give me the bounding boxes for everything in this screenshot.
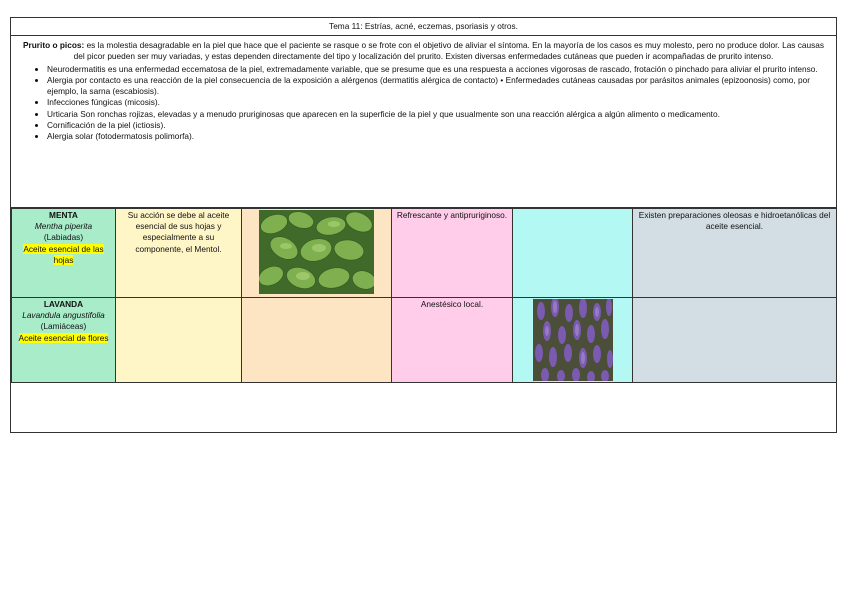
list-item: • Cornificación de la piel (ictiosis). <box>47 120 828 131</box>
intro-paragraph <box>19 40 828 63</box>
action-cell <box>116 298 242 383</box>
list-item: • Alergia por contacto es una reacción de la piel consecuencia de la exposición a alérgenos (dermatitis alérgica de contacto) • Enfermedades cutáneas causadas por parásitos animales (epizoonosis) como, por ejemplo, la sarna (escabiosis). <box>47 75 828 98</box>
plant-latin-name: Lavandula angustifolia <box>22 310 105 321</box>
action-cell: Su acción se debe al aceite esencial de sus hojas y especialmente a su componente, el Mentol. <box>116 209 242 298</box>
extra-cell <box>513 209 633 298</box>
image-cell <box>513 298 633 383</box>
list-item: • Infecciones fúngicas (micosis). <box>47 97 828 108</box>
lavender-photo <box>533 299 613 381</box>
preparations-cell <box>633 298 837 383</box>
list-item: • Alergia solar (fotodermatosis polimorfa). <box>47 131 828 142</box>
image-cell <box>242 298 392 383</box>
list-item: • Neurodermatitis es una enfermedad eccematosa de la piel, extremadamente variable, que se presume que es una respuesta a acciones vigorosas de rascado, frotación o pinchado para aliviar el prurito intenso. <box>47 64 828 75</box>
plant-name-cell <box>12 298 116 383</box>
image-cell <box>242 209 392 298</box>
plant-latin-name: Mentha piperita <box>34 221 93 232</box>
document-page <box>10 17 837 433</box>
intro-text: es la molestia desagradable en la piel que hace que el paciente se rasque o se frote con el objetivo de aliviar el síntoma. En la mayoría de los casos es muy molesto, pero no produce dolor. Las causas del picor pueden ser muy variadas, y estas dependen directamente del tipo y localización del prurito. Existen diversas enfermedades cutáneas que pueden ir acompañadas de prurito intenso. <box>73 40 825 62</box>
properties-cell: Refrescante y antipruriginoso. <box>392 209 513 298</box>
plant-family: (Lamiáceas) <box>40 321 87 332</box>
preparations-cell: Existen preparaciones oleosas e hidroetanólicas del aceite esencial. <box>633 209 837 298</box>
plant-part-highlight: Aceite esencial de las hojas <box>23 243 104 265</box>
plant-name: LAVANDA <box>43 299 84 309</box>
plants-table <box>11 208 837 383</box>
empty-row <box>11 383 836 436</box>
table-row-lavanda <box>12 298 837 383</box>
intro-section <box>11 36 836 208</box>
table-row-menta <box>12 209 837 298</box>
plant-name: MENTA <box>49 210 78 220</box>
properties-cell: Anestésico local. <box>392 298 513 383</box>
mint-photo <box>259 210 374 294</box>
list-item: • Urticaria Son ronchas rojizas, elevadas y a menudo pruriginosas que aparecen en la superficie de la piel y que usualmente son una reacción alérgica a algún alimento o medicamento. <box>47 109 828 120</box>
disease-list <box>19 64 828 143</box>
plant-part-highlight: Aceite esencial de flores <box>18 332 109 343</box>
intro-label: Prurito o picos: <box>22 40 85 50</box>
plant-family: (Labiadas) <box>43 232 84 243</box>
document-title: Tema 11: Estrías, acné, eczemas, psoriasis y otros. <box>11 18 836 36</box>
plant-name-cell <box>12 209 116 298</box>
